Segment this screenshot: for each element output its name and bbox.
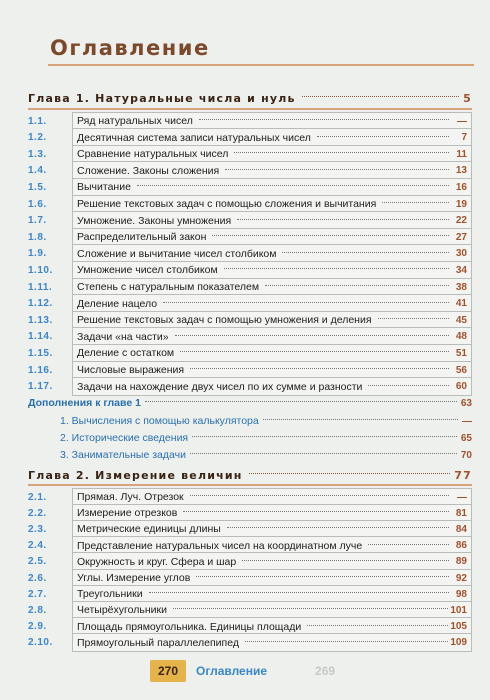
section-title: Метрические единицы длины: [77, 523, 221, 536]
leader-dots: [245, 641, 448, 642]
section-title: Деление с остатком: [77, 347, 175, 360]
leader-dots: [149, 592, 449, 593]
leader-dots: [282, 252, 449, 253]
section-page: 89: [455, 556, 467, 568]
chapter-2-page: 77: [454, 468, 472, 482]
leader-dots: [190, 453, 457, 454]
section-page: 92: [455, 572, 467, 584]
chapter-1-divider: [28, 108, 472, 110]
section-number: 1.13.: [28, 314, 53, 326]
section-page: 105: [450, 621, 467, 633]
supplement-page: 65: [460, 432, 472, 444]
page-number-badge: 270: [150, 660, 186, 682]
leader-dots: [173, 608, 448, 609]
page-footer: [150, 658, 335, 684]
supplement-title: 2. Исторические сведения: [60, 432, 189, 444]
section-number: 2.5.: [28, 556, 47, 568]
section-page: 7: [461, 132, 467, 144]
section-title: Сложение. Законы сложения: [77, 164, 220, 177]
leader-dots: [307, 625, 448, 626]
section-page: 60: [455, 381, 467, 393]
leader-dots: [199, 119, 449, 120]
section-page: 22: [455, 215, 467, 227]
section-page: 16: [455, 181, 467, 193]
supplement-entry[interactable]: [60, 446, 472, 464]
section-title: Степень с натуральным показателем: [77, 281, 260, 293]
section-title: Умножение. Законы умножения: [77, 214, 232, 227]
leader-dots: [180, 351, 449, 352]
section-title: Четырёхугольники: [77, 604, 167, 617]
section-number: 2.6.: [28, 572, 47, 584]
section-number: 2.9.: [28, 621, 47, 633]
section-title: Сравнение натуральных чисел: [77, 148, 229, 161]
section-page: 109: [450, 637, 467, 649]
section-title: Распределительный закон: [77, 231, 207, 244]
section-page: 13: [455, 165, 467, 177]
supplement-page: 70: [460, 449, 472, 461]
section-number: 1.2.: [28, 132, 47, 144]
supplement-title: 1. Вычисления с помощью калькулятора: [60, 415, 259, 427]
section-title: Числовые выражения: [77, 364, 185, 376]
toc-entry[interactable]: [28, 634, 472, 652]
section-title: Прямая. Луч. Отрезок: [77, 491, 184, 503]
chapter-2-heading[interactable]: [28, 466, 472, 484]
section-page: 38: [455, 281, 467, 293]
section-title: Вычитание: [77, 181, 131, 194]
section-page: 45: [455, 314, 467, 326]
section-number: 1.14.: [28, 331, 53, 343]
toc-entry[interactable]: [28, 378, 472, 396]
section-number: 1.7.: [28, 215, 47, 227]
leader-dots: [382, 202, 449, 203]
leader-dots: [183, 511, 449, 512]
leader-dots: [192, 436, 457, 437]
section-page: 19: [455, 198, 467, 210]
leader-dots: [163, 302, 449, 303]
supplement-title: 3. Занимательные задачи: [60, 449, 186, 461]
bleed-through-page-number: 269: [315, 664, 336, 678]
supplement-page: —: [462, 415, 472, 427]
supplements-page: 63: [460, 397, 472, 409]
leader-dots: [237, 219, 449, 220]
section-number: 2.8.: [28, 604, 47, 616]
supplement-entry[interactable]: [60, 412, 472, 430]
section-title: Измерение отрезков: [77, 507, 178, 520]
section-number: 1.16.: [28, 364, 53, 376]
supplement-entry[interactable]: [60, 429, 472, 447]
section-page: 101: [450, 604, 467, 616]
leader-dots: [145, 401, 457, 402]
chapter-1-page: 5: [463, 91, 472, 105]
section-number: 1.3.: [28, 148, 47, 160]
section-number: 2.4.: [28, 540, 47, 552]
leader-dots: [265, 285, 449, 286]
chapter-2-divider: [28, 484, 472, 486]
section-number: 1.1.: [28, 115, 47, 127]
section-number: 1.4.: [28, 165, 47, 177]
section-page: —: [457, 491, 467, 503]
section-page: 11: [456, 148, 467, 160]
section-page: 81: [455, 507, 467, 519]
section-number: 1.11.: [28, 281, 53, 293]
section-number: 2.10.: [28, 637, 53, 649]
section-title: Треугольники: [77, 588, 143, 601]
leader-dots: [234, 152, 449, 153]
section-title: Задачи на нахождение двух чисел по их сумме и разности: [77, 380, 363, 393]
section-number: 1.5.: [28, 181, 47, 193]
section-number: 1.15.: [28, 347, 53, 359]
title-divider: [48, 64, 474, 66]
section-title: Сложение и вычитание чисел столбиком: [77, 247, 277, 260]
section-page: 34: [455, 264, 467, 276]
section-page: 86: [455, 540, 467, 552]
section-number: 1.12.: [28, 298, 53, 310]
leader-dots: [378, 318, 449, 319]
section-title: Площадь прямоугольника. Единицы площади: [77, 620, 302, 633]
section-page: 48: [455, 331, 467, 343]
section-number: 1.8.: [28, 231, 47, 243]
supplements-heading[interactable]: [28, 394, 472, 412]
section-page: 98: [455, 588, 467, 600]
footer-label: Оглавление: [196, 664, 268, 678]
section-number: 1.10.: [28, 264, 53, 276]
leader-dots: [249, 473, 451, 474]
chapter-1-heading[interactable]: [28, 89, 472, 107]
section-page: 56: [455, 364, 467, 376]
section-title: Ряд натуральных чисел: [77, 115, 193, 127]
chapter-2-title: Глава 2. Измерение величин: [28, 469, 249, 482]
section-number: 1.9.: [28, 248, 47, 260]
section-title: Умножение чисел столбиком: [77, 264, 218, 277]
leader-dots: [368, 544, 449, 545]
leader-dots: [190, 368, 449, 369]
leader-dots: [302, 96, 459, 97]
section-title: Решение текстовых задач с помощью сложения и вычитания: [77, 198, 377, 210]
section-title: Задачи «на части»: [77, 330, 169, 343]
leader-dots: [368, 385, 449, 386]
leader-dots: [317, 136, 449, 137]
section-title: Деление нацело: [77, 297, 158, 310]
section-page: 51: [455, 347, 467, 359]
section-title: Окружность и круг. Сфера и шар: [77, 555, 237, 568]
section-page: 41: [455, 298, 467, 310]
leader-dots: [196, 576, 449, 577]
section-page: 84: [455, 523, 467, 535]
leader-dots: [227, 527, 449, 528]
leader-dots: [224, 268, 449, 269]
section-number: 2.3.: [28, 523, 47, 535]
section-number: 2.2.: [28, 507, 47, 519]
leader-dots: [263, 419, 458, 420]
section-title: Решение текстовых задач с помощью умножения и деления: [77, 314, 372, 327]
section-title: Представление натуральных чисел на координатном луче: [77, 539, 363, 552]
chapter-1-title: Глава 1. Натуральные числа и нуль: [28, 92, 302, 105]
section-page: 30: [455, 248, 467, 260]
section-title: Углы. Измерение углов: [77, 572, 191, 584]
section-page: 27: [455, 231, 467, 243]
leader-dots: [242, 560, 449, 561]
section-number: 1.6.: [28, 198, 47, 210]
leader-dots: [225, 169, 449, 170]
section-number: 2.1.: [28, 491, 47, 503]
supplements-title: Дополнения к главе 1: [28, 397, 141, 409]
section-number: 2.7.: [28, 588, 47, 600]
section-title: Десятичная система записи натуральных чисел: [77, 131, 311, 144]
leader-dots: [175, 335, 449, 336]
leader-dots: [212, 235, 449, 236]
entry-box: [72, 633, 472, 652]
leader-dots: [190, 495, 449, 496]
section-number: 1.17.: [28, 381, 53, 393]
leader-dots: [137, 185, 449, 186]
section-page: —: [457, 115, 467, 127]
section-title: Прямоугольный параллелепипед: [77, 636, 239, 649]
page-title: Оглавление: [50, 36, 210, 60]
